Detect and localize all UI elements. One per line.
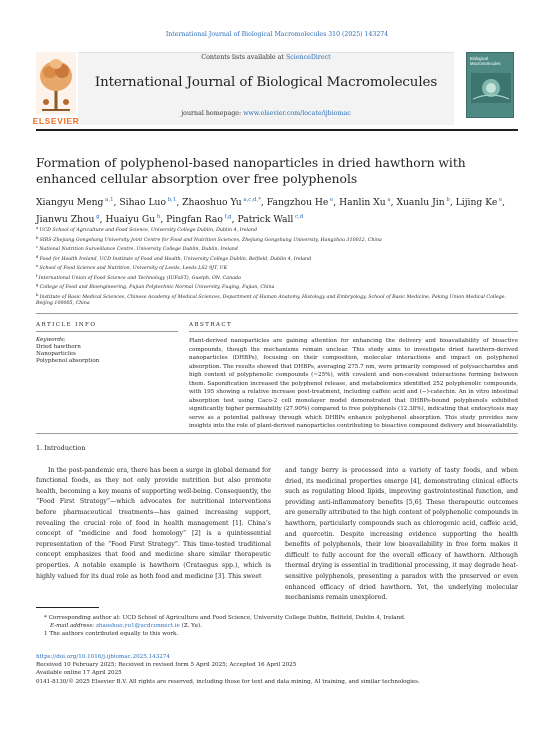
cover-artwork-icon [471, 73, 511, 103]
keywords-label: Keywords: [36, 337, 66, 343]
affiliation-mark: h [36, 291, 40, 297]
elsevier-tree-logo-icon [36, 52, 76, 114]
author-affiliation-marks[interactable]: e [497, 197, 503, 203]
affiliation-text: Institute of Basic Medical Sciences, Chinese Academy of Medical Sciences, Department of Human Anatomy, Histology and Embryology, School of Basic Medicine, Peking Union Medical College, Beijing 100005, China [36, 294, 507, 306]
affiliation-item [36, 225, 518, 235]
cover-title-line2: Macromolecules [470, 61, 501, 66]
affiliation-item [36, 235, 518, 245]
article-info-heading: ARTICLE INFO [36, 322, 97, 328]
article-info-rule [36, 331, 178, 332]
author-name[interactable]: Lijing Ke [455, 197, 498, 208]
author-name[interactable]: Huaiyu Gu [105, 214, 156, 225]
author-affiliation-marks[interactable]: e [328, 197, 334, 203]
author-name[interactable]: Pingfan Rao [166, 214, 223, 225]
author-list: Xiangyu Meng $^{a,1}$, Sihao Luo $^{b,1}$, Zhaoshuo Yu $^{a,c,d,*}$, Fangzhou He $^e$, Hanlin Xu $^a$, Xuanlu Jin $^b$, Lijing Ke $^e$, Jianwu Zhou $^g$, Huaiyu Gu $^h$, Pingfan Rao $^{f,g}$, Patrick Wall $^{c,d}$ [36, 197, 506, 225]
article-title: Formation of polyphenol-based nanoparticles in dried hawthorn with enhanced cellular absorption over free polyphenols [36, 156, 466, 186]
copyright-line: 0141-8130/© 2025 Elsevier B.V. All rights are reserved, including those for text and data mining, AI training, and similar technologies. [36, 678, 420, 685]
affiliation-text: Food for Health Ireland, UCD Institute of Food and Health, University College Dublin, Belfield, Dublin 4, Ireland [39, 256, 312, 262]
affiliation-mark: d [36, 253, 40, 259]
bibliographic-info [36, 653, 518, 686]
author-name[interactable]: Hanlin Xu [339, 197, 386, 208]
affiliation-item [36, 254, 518, 264]
affiliation-text: SIBS-Zhejiang Gongshang University Joint Centre for Food and Nutrition Sciences, Zhejiang Gongshang University, Hangzhou 310012, China [39, 237, 382, 243]
affiliation-text: College of Food and Bioengineering, Fujian Polytechnic Normal University, Fuqing, Fujian, China [39, 285, 275, 290]
author-affiliation-marks[interactable]: a [385, 197, 391, 203]
homepage-prefix: journal homepage: [181, 110, 242, 117]
available-date: Available online 17 April 2025 [36, 670, 122, 677]
author-name[interactable]: Fangzhou He [266, 197, 329, 208]
author-affiliation-marks[interactable]: b [444, 197, 450, 203]
affiliation-item [36, 263, 518, 273]
affiliation-mark: b [36, 234, 40, 240]
body-column-right [285, 466, 518, 604]
author-affiliation-marks[interactable]: h [155, 214, 161, 220]
footnotes [36, 614, 518, 639]
equal-contribution-note: 1 The authors contributed equally to this work. [44, 631, 179, 638]
affiliation-mark: e [36, 263, 40, 268]
email-note [36, 622, 518, 630]
body-paragraph: In the post-pandemic era, there has been a surge in global demand for functional foods, as they not only provide nutrition but also promote health, becoming a key means of supporting well-being. Consequently, the “Food First Strategy”—which advocates for nutritional interventions before pharmaceutical treatments—has gained increasing support, revealing the crucial role of food in health management [1]. China’s concept of “medicine and food homology” [2] is a quintessential representation of the “Food First Strategy”. This time-tested traditional concept emphasizes that food and medicine share similar therapeutic properties. A notable example is hawthorn (Crataegus spp.), which is highly valued for its dual role as both food and medicine [3]. This sweet [36, 466, 271, 580]
contents-prefix: Contents lists available at [201, 54, 284, 61]
author-affiliation-marks[interactable]: f,g [222, 214, 232, 220]
keyword-item: Dried hawthorn [36, 344, 81, 350]
corresponding-author-note: * Corresponding author at: UCD School of Agriculture and Food Science, University College Dublin, Belfield, Dublin 4, Ireland. [44, 615, 406, 621]
journal-cover-thumbnail[interactable] [466, 52, 514, 118]
journal-homepage [78, 110, 454, 117]
affiliation-text: School of Food Science and Nutrition, University of Leeds, Leeds LS2 9JT, UK [39, 266, 228, 271]
publisher-wordmark: ELSEVIER [32, 116, 80, 126]
author-affiliation-marks[interactable]: a,1 [103, 197, 114, 203]
contents-line [78, 54, 454, 61]
author-affiliation-marks[interactable]: b,1 [166, 197, 177, 203]
body-paragraph: and tangy berry is processed into a variety of tasty foods, and when dried, its medicinal properties emerge [4], demonstrating clinical effects such as regulating blood lipids, improving gastrointestinal function, and providing anti-inflammatory benefits [5,6]. These therapeutic outcomes are generally attributed to the high content of polyphenolic compounds in hawthorn, particularly compounds such as chlorogenic acid, caffeic acid, and quercetin. Despite increasing evidence supporting the health benefits of polyphenols, their low bioavailability in free form makes it difficult to fully account for the overall efficacy of hawthorn. Although thermal drying is essential in traditional processing, it may degrade heat-sensitive polyphenols, presenting a paradox with the preserved or even enhanced efficacy of dried hawthorn. Yet, the underlying molecular mechanisms remain unexplored. [285, 467, 518, 602]
abstract-end-rule [36, 433, 518, 434]
affiliation-list [36, 225, 518, 308]
affiliation-item [36, 244, 518, 254]
abstract-text: Plant-derived nanoparticles are gaining attention for enhancing the delivery and bioavailability of bioactive compounds, though the mechanisms remain unclear. This study aims to investigate dried hawthorn-derived nanoparticles (DHBPs), focusing on their composition, molecular interactions and impact on polyphenol absorption. The results showed that DHBPs, averaging 275.7 nm, were primarily composed of polysaccharides and high content of polyphenolic compounds (~25%), with covalent and non-covalent interactions forming between them. Saponification increased the polyphenol release, and metabolomics identified 252 polyphenolic compounds, with 195 showing a relative increase post-treatment, including caffeic acid and (−)-catechin. An in vitro intestinal absorption test using Caco-2 cell monolayer model demonstrated that DHBPs-bound polyphenols exhibited significantly higher permeability (27.90%) compared to free polyphenols (12.38%), indicating that endocytosis may serve as a potential pathway through which DHBPs enhance polyphenol absorption. This study provides new insights into the role of plant-derived nanoparticles contributing to bioactive compound delivery and bioavailability. [189, 338, 518, 429]
author-affiliation-marks[interactable]: a,c,d,* [241, 197, 261, 203]
affiliation-mark: g [36, 282, 40, 287]
keyword-list [36, 344, 99, 365]
author-affiliation-marks[interactable]: g [94, 214, 100, 220]
affiliation-text: National Nutrition Surveillance Centre, University College Dublin, Dublin, Ireland [39, 247, 238, 252]
history-dates: Received 10 February 2025; Received in revised form 5 April 2025; Accepted 16 April 2025 [36, 662, 297, 669]
abstract-rule [189, 331, 518, 332]
email-link[interactable]: zhaoshuo.yu1@ucdconnect.ie [95, 623, 180, 630]
affiliation-text: International Union of Food Science and Technology (IUFoST), Guelph, ON, Canada [38, 275, 241, 281]
keyword-item: Polyphenol absorption [36, 358, 100, 364]
affiliation-item [36, 292, 518, 308]
homepage-link[interactable]: www.elsevier.com/locate/ijbiomac [243, 110, 351, 117]
author-name[interactable]: Xuanlu Jin [396, 197, 445, 208]
affiliation-mark: f [36, 272, 39, 278]
email-label: E-mail address: [50, 623, 95, 630]
abstract-heading: ABSTRACT [189, 322, 233, 328]
author-name[interactable]: Jianwu Zhou [36, 214, 95, 225]
section-heading: 1. Introduction [36, 444, 86, 452]
doi-link[interactable]: https://doi.org/10.1016/j.ijbiomac.2025.143274 [36, 654, 170, 660]
author-affiliation-marks[interactable]: c,d [293, 214, 304, 220]
affiliation-item [36, 273, 518, 283]
journal-title: International Journal of Biological Macromolecules [94, 75, 438, 90]
keyword-item: Nanoparticles [36, 351, 76, 357]
cover-title [470, 56, 512, 66]
running-header[interactable]: International Journal of Biological Macromolecules 310 (2025) 143274 [165, 31, 389, 38]
cover-title-line1: Biological [470, 56, 488, 61]
email-suffix: (Z. Yu). [181, 623, 202, 630]
affiliation-mark: c [36, 244, 40, 249]
author-name[interactable]: Xiangyu Meng [36, 197, 104, 208]
author-name[interactable]: Sihao Luo [119, 197, 166, 208]
affiliation-text: UCD School of Agriculture and Food Science, University College Dublin, Dublin 4, Ireland [39, 228, 257, 233]
masthead-rule [36, 129, 518, 131]
footnote-rule [36, 607, 99, 608]
affiliation-mark: a [36, 225, 40, 230]
author-name[interactable]: Zhaoshuo Yu [182, 197, 242, 208]
affiliation-item [36, 282, 518, 292]
body-column-left [36, 443, 271, 582]
sciencedirect-link[interactable]: ScienceDirect [285, 54, 331, 61]
section-rule [36, 313, 518, 314]
author-name[interactable]: Patrick Wall [237, 214, 294, 225]
